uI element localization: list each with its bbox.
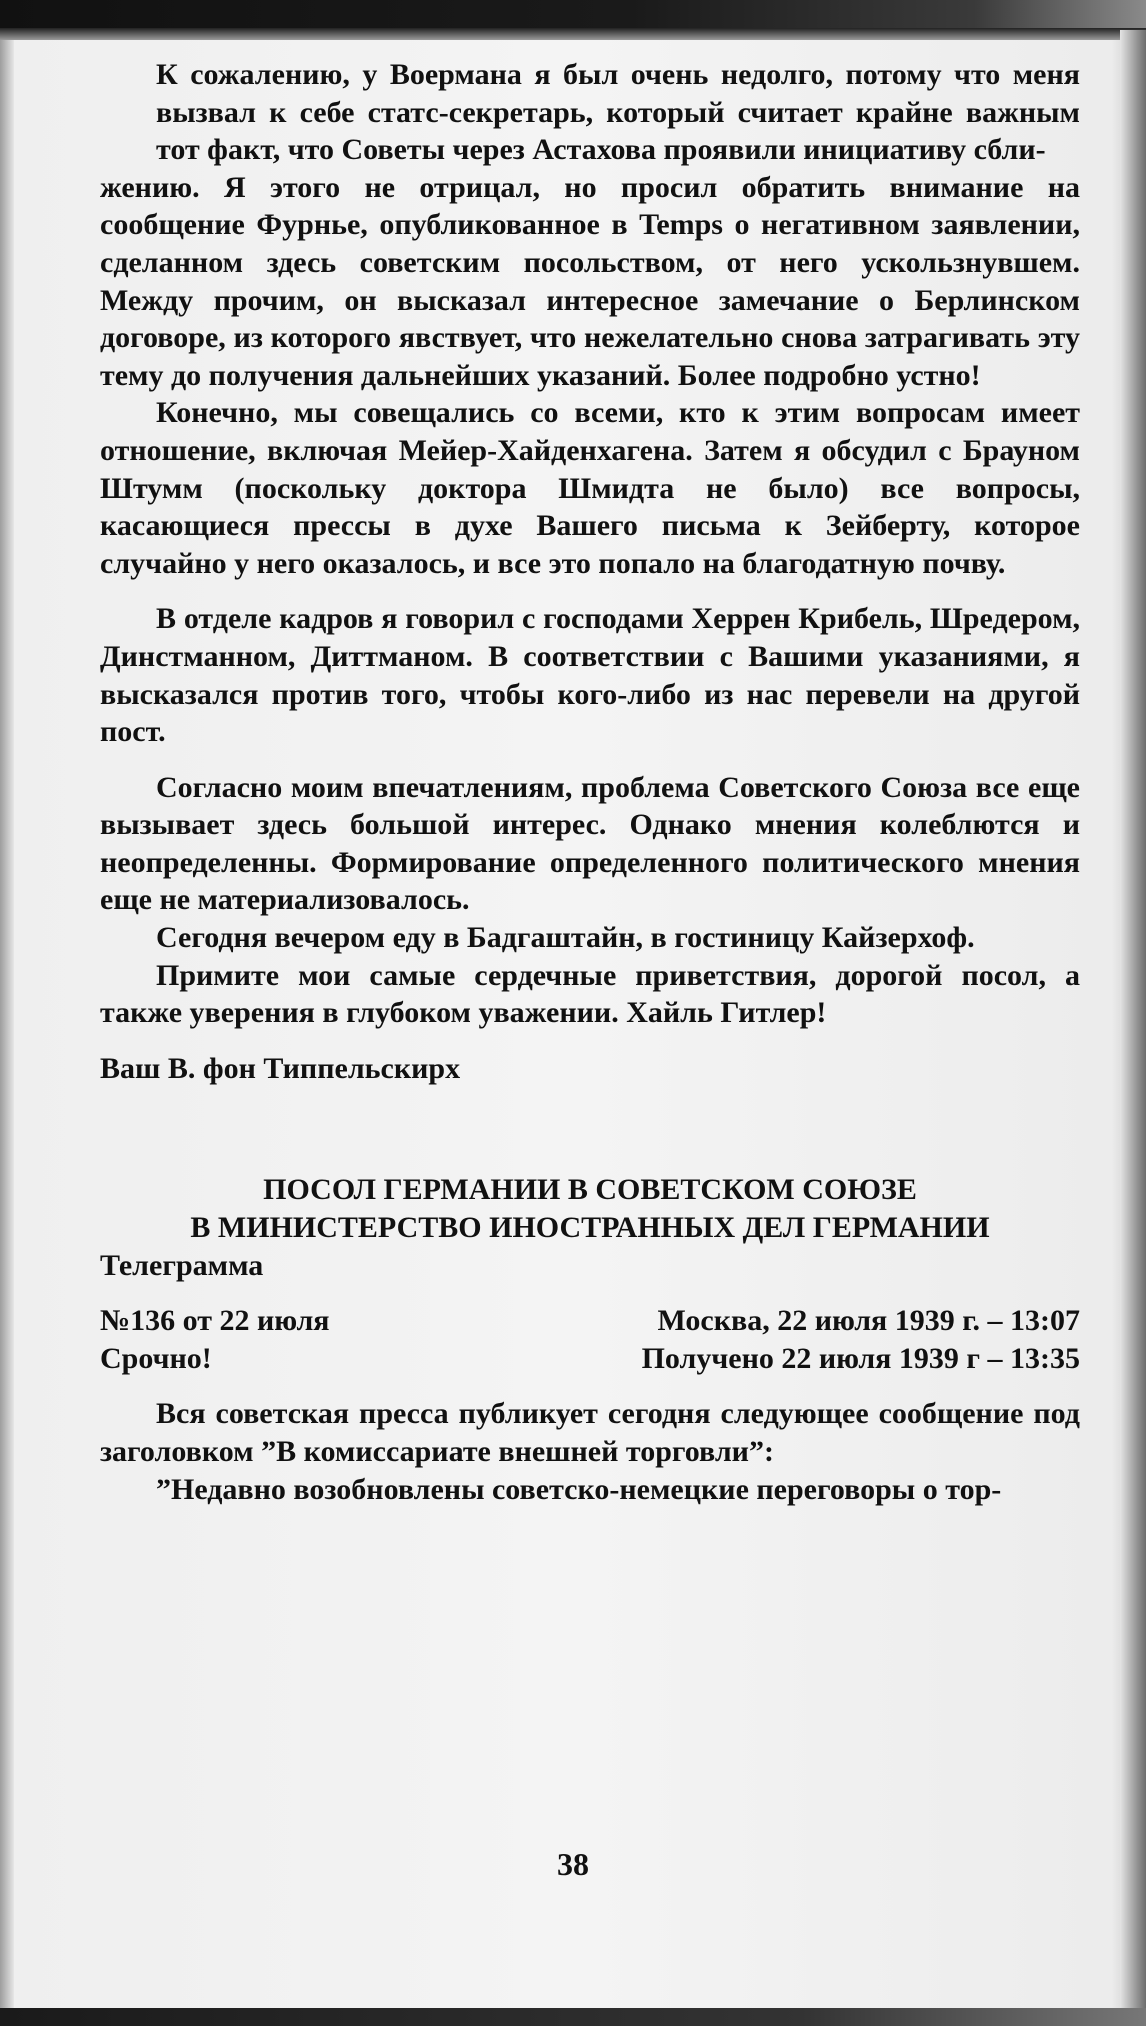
heading-line-1: ПОСОЛ ГЕРМАНИИ В СОВЕТСКОМ СОЮЗЕ <box>263 1173 917 1207</box>
page-number: 38 <box>557 1846 589 1882</box>
paragraph-6: Примите мои самые сердечные приветствия, дорогой посол, а также уверения в глубоком уважении. Хайль Гитлер! <box>100 958 1080 1030</box>
telegram-sent: Москва, 22 июля 1939 г. – 13:07 <box>657 1304 1080 1338</box>
paragraph-1-cont: жению. Я этого не отрицал, но просил обратить внимание на сообщение Фурнье, опубликованное в Temps о негативном заявлении, сделанном здесь советским посольством, от него ускользнувшем. Между прочим, он высказал интересное замечание о Берлинском договоре, из которого явствует, что нежелательно снова затрагивать эту тему до получения дальнейших указаний. Более подробно устно! <box>100 170 1080 392</box>
telegram-meta-row-1 <box>100 1302 1080 1340</box>
paragraph-2: Конечно, мы совещались со всеми, кто к этим вопросам имеет отношение, включая Мейер-Хайденхагена. Затем я обсудил с Брауном Штумм (поскольку доктора Шмидта не было) все вопросы, касающиеся прессы в духе Вашего письма к Зейберту, которое случайно у него оказалось, и все это попало на благодатную почву. <box>100 396 1080 580</box>
heading-line-2: В МИНИСТЕРСТВО ИНОСТРАННЫХ ДЕЛ ГЕРМАНИИ <box>190 1211 990 1245</box>
scan-left-edge <box>0 40 14 2008</box>
paragraph-5: Сегодня вечером еду в Бадгаштайн, в гостиницу Кайзерхоф. <box>156 921 975 955</box>
paragraph-3: В отделе кадров я говорил с господами Херрен Крибель, Шредером, Динстманном, Диттманом. В соответствии с Вашими указаниями, я высказался против того, чтобы кого-либо из нас перевели на другой пост. <box>100 602 1080 749</box>
paragraph-1: К сожалению, у Воермана я был очень недолго, потому что меня вызвал к себе статс-секретарь, который считает крайне важным тот факт, что Советы через Астахова проявили инициативу сбли- <box>156 58 1080 167</box>
signature: Ваш В. фон Типпельскирх <box>100 1051 461 1085</box>
telegram-heading <box>100 1171 1080 1246</box>
telegram-subheading: Телеграмма <box>100 1248 264 1282</box>
scan-right-edge <box>1120 30 1146 2010</box>
scan-top-edge <box>0 0 1146 40</box>
scan-bottom-edge <box>0 2008 1146 2026</box>
paragraph-8: ”Недавно возобновлены советско-немецкие переговоры о тор- <box>156 1472 1002 1506</box>
paragraph-7: Вся советская пресса публикует сегодня следующее сообщение под заголовком ”В комиссариате внешней торговли”: <box>100 1397 1080 1468</box>
document-page <box>100 56 1080 1508</box>
paragraph-4: Согласно моим впечатлениям, проблема Советского Союза все еще вызывает здесь большой интерес. Однако мнения колеблются и неопределенны. Формирование определенного политического мнения еще не материализовалось. <box>100 770 1080 917</box>
telegram-number: №136 от 22 июля <box>100 1304 330 1338</box>
telegram-received: Получено 22 июля 1939 г – 13:35 <box>641 1341 1080 1375</box>
telegram-meta-row-2 <box>100 1340 1080 1378</box>
telegram-urgent: Срочно! <box>100 1341 212 1375</box>
